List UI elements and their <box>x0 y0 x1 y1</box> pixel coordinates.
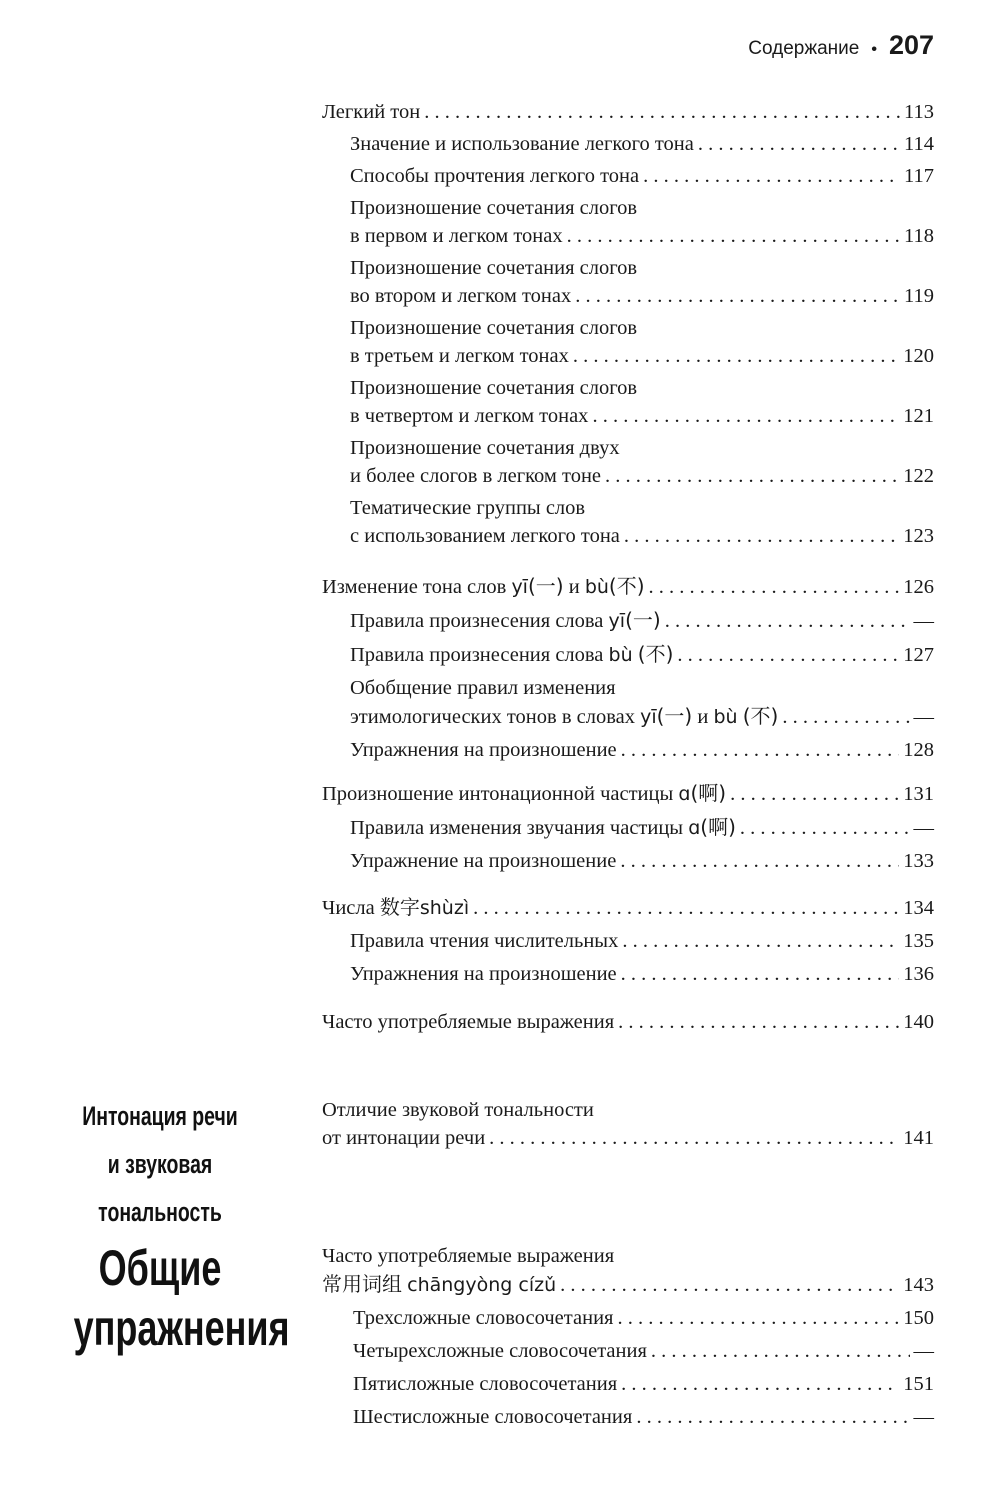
toc-entry-title: Шестисложные словосочетания <box>353 1406 633 1428</box>
header-section-title: Содержание <box>748 38 860 59</box>
side-heading-line: тональность <box>98 1197 222 1227</box>
toc-entry-page: — <box>913 1406 934 1428</box>
toc-entry-page: 135 <box>903 930 934 952</box>
toc-entry[interactable] <box>350 254 934 310</box>
toc-entry-page: 136 <box>903 963 934 985</box>
conjunction-text: и <box>563 576 585 598</box>
toc-entry-title: и более слогов в легком тоне <box>350 465 602 487</box>
dot-leader <box>621 960 900 988</box>
chinese-text: (一) <box>527 574 564 598</box>
toc-entry-title: от интонации речи <box>322 1127 486 1149</box>
toc-entry-page: — <box>913 817 934 839</box>
toc-entry[interactable] <box>350 374 934 430</box>
toc-entry[interactable] <box>350 640 934 669</box>
toc-entry[interactable] <box>350 927 934 955</box>
chinese-text: (不) <box>742 704 779 728</box>
dot-leader <box>573 342 899 370</box>
chinese-text: (啊) <box>700 815 736 839</box>
toc-entry[interactable] <box>350 162 934 190</box>
dot-leader <box>665 607 910 635</box>
dot-leader <box>560 1271 899 1299</box>
toc-entry-page: 134 <box>903 897 934 919</box>
toc-entry-title: Четырехсложные словосочетания <box>353 1340 647 1362</box>
toc-entry[interactable] <box>322 1242 934 1299</box>
chinese-text: (不) <box>608 574 645 598</box>
toc-entry-page: 143 <box>903 1274 934 1296</box>
dot-leader <box>424 98 900 126</box>
toc-entry-title: Правила произнесения слова <box>350 610 604 632</box>
pinyin-text: chāngyòng cízǔ <box>407 1274 557 1296</box>
toc-entry[interactable] <box>322 572 934 601</box>
dot-leader <box>618 1008 899 1036</box>
header-page-number: 207 <box>888 30 934 60</box>
toc-entry-page: 131 <box>903 783 934 805</box>
dot-leader <box>605 462 899 490</box>
toc-entry-title: Легкий тон <box>322 101 421 123</box>
toc-group-numbers <box>0 893 1000 988</box>
chinese-text: (一) <box>656 704 693 728</box>
toc-entry-title-line1: Произношение сочетания слогов <box>350 197 638 219</box>
dot-leader <box>489 1124 899 1152</box>
toc-entry-page: — <box>913 610 934 632</box>
toc-entry[interactable] <box>350 606 934 635</box>
toc-entry[interactable] <box>350 194 934 250</box>
toc-entry-title: Изменение тона слов <box>322 576 507 598</box>
toc-entry[interactable] <box>322 98 934 126</box>
conjunction-text: и <box>692 706 714 728</box>
toc-entry-title: Числа <box>322 897 375 919</box>
side-heading-line: и звуковая <box>107 1149 213 1179</box>
dot-leader <box>624 522 899 550</box>
toc-entry-page: 119 <box>904 285 934 307</box>
toc-entry[interactable] <box>350 434 934 490</box>
toc-entry-title: в четвертом и легком тонах <box>350 405 589 427</box>
toc-entry-title: Произношение интонационной частицы <box>322 783 674 805</box>
toc-entry-page: 113 <box>904 101 934 123</box>
toc-entry-page: 133 <box>903 850 934 872</box>
toc-entry-title: этимологических тонов в словах <box>350 706 635 728</box>
dot-leader <box>782 703 909 731</box>
toc-entry-page: 121 <box>903 405 934 427</box>
toc-entry[interactable] <box>322 779 934 808</box>
toc-group-light-tone <box>0 98 1000 550</box>
side-heading-line: Общие <box>98 1240 222 1296</box>
pinyin-text: shùzì <box>419 897 470 919</box>
pinyin-text: yī <box>640 706 657 728</box>
dot-leader <box>620 847 899 875</box>
toc-entry-title: Упражнения на произношение <box>350 963 617 985</box>
toc-entry-title: Часто употребляемые выражения <box>322 1011 615 1033</box>
toc-entry-title: в первом и легком тонах <box>350 225 563 247</box>
dot-leader <box>636 1403 909 1431</box>
toc-entry-title: Правила произнесения слова <box>350 644 604 666</box>
dot-leader <box>622 927 899 955</box>
toc-entry-page: 140 <box>903 1011 934 1033</box>
side-heading-line: упражнения <box>73 1300 290 1356</box>
dot-leader <box>643 162 900 190</box>
toc-entry-title-line1: Произношение сочетания слогов <box>350 377 638 399</box>
toc-entry[interactable] <box>353 1370 934 1398</box>
dot-leader <box>649 573 900 601</box>
toc-entry[interactable] <box>350 960 934 988</box>
chinese-text: (一) <box>625 608 661 632</box>
dot-leader <box>617 1304 899 1332</box>
toc-entry[interactable] <box>350 736 934 764</box>
toc-entry-title: в третьем и легком тонах <box>350 345 569 367</box>
toc-entry-title: с использованием легкого тона <box>350 525 620 547</box>
dot-leader <box>567 222 900 250</box>
toc-entry[interactable] <box>353 1337 934 1365</box>
toc-entry[interactable] <box>353 1304 934 1332</box>
toc-entry-page: 151 <box>903 1373 934 1395</box>
dot-leader <box>621 1370 899 1398</box>
toc-entry-title-line1: Произношение сочетания слогов <box>350 317 638 339</box>
toc-entry[interactable] <box>350 813 934 842</box>
toc-entry-title: Пятисложные словосочетания <box>353 1373 618 1395</box>
toc-entry[interactable] <box>322 893 934 922</box>
toc-entry-page: 127 <box>903 644 934 666</box>
toc-group-general-exercises <box>0 1242 1000 1431</box>
toc-entry-title-line1: Тематические группы слов <box>350 497 586 519</box>
toc-entry-page: 141 <box>903 1127 934 1149</box>
dot-leader <box>621 736 900 764</box>
pinyin-text: bù <box>713 706 738 728</box>
toc-group-expressions <box>0 1008 1000 1036</box>
toc-entry[interactable] <box>353 1403 934 1431</box>
chinese-text: (不) <box>637 642 674 666</box>
toc-entry-page: 150 <box>903 1307 934 1329</box>
toc-entry-title: Правила чтения числительных <box>350 930 619 952</box>
toc-entry-title-line1: Произношение сочетания слогов <box>350 257 638 279</box>
toc-entry[interactable] <box>350 847 934 875</box>
running-header <box>748 30 934 61</box>
toc-entry-page: 128 <box>903 739 934 761</box>
side-heading-line: Интонация речи <box>82 1101 238 1131</box>
toc-entry[interactable] <box>322 1096 934 1152</box>
chinese-text: 常用词组 <box>322 1272 402 1296</box>
chinese-text: 数字 <box>379 895 420 919</box>
pinyin-text: yī <box>608 610 626 632</box>
toc-entry-page: — <box>913 1340 934 1362</box>
pinyin-text: yī <box>511 576 528 598</box>
toc-entry-page: 126 <box>903 576 934 598</box>
toc-entry-page: 114 <box>904 133 934 155</box>
toc-entry[interactable] <box>350 494 934 550</box>
toc-entry-page: 117 <box>904 165 934 187</box>
toc-entry-page: 120 <box>903 345 934 367</box>
toc-entry-title-line1: Часто употребляемые выражения <box>322 1245 615 1267</box>
toc-entry-title: Правила изменения звучания частицы <box>350 817 684 839</box>
toc-entry-title: Значение и использование легкого тона <box>350 133 694 155</box>
toc-entry-page: 118 <box>904 225 934 247</box>
toc-entry-page: 123 <box>903 525 934 547</box>
dot-leader <box>592 402 899 430</box>
toc-entry-page: — <box>913 706 934 728</box>
toc-entry[interactable] <box>322 1008 934 1036</box>
pinyin-text: bù <box>608 644 633 666</box>
toc-entry-title-line1: Обобщение правил изменения <box>350 677 616 699</box>
dot-leader <box>698 130 900 158</box>
toc-entry[interactable] <box>350 314 934 370</box>
toc-group-intonation <box>0 1096 1000 1152</box>
toc-group-tone-change <box>0 572 1000 764</box>
toc-entry-title: Упражнение на произношение <box>350 850 617 872</box>
dot-leader <box>740 814 910 842</box>
toc-entry-page: 122 <box>903 465 934 487</box>
toc-entry-title: Трехсложные словосочетания <box>353 1307 614 1329</box>
toc-entry[interactable] <box>350 674 934 731</box>
toc-entry-title: Способы прочтения легкого тона <box>350 165 640 187</box>
toc-entry-title-line1: Отличие звуковой тональности <box>322 1099 594 1121</box>
dot-leader <box>651 1337 910 1365</box>
toc-entry-title-line1: Произношение сочетания двух <box>350 437 620 459</box>
toc-entry-title: во втором и легком тонах <box>350 285 572 307</box>
pinyin-text: bù <box>584 576 609 598</box>
toc-entry-title: Упражнения на произношение <box>350 739 617 761</box>
pinyin-text: ɑ <box>688 817 701 839</box>
dot-leader <box>575 282 900 310</box>
header-bullet: • <box>871 41 877 58</box>
dot-leader <box>730 780 899 808</box>
dot-leader <box>677 641 899 669</box>
toc-group-particle <box>0 779 1000 875</box>
pinyin-text: ɑ <box>678 783 691 805</box>
toc-entry[interactable] <box>350 130 934 158</box>
dot-leader <box>473 894 899 922</box>
chinese-text: (啊) <box>690 781 727 805</box>
